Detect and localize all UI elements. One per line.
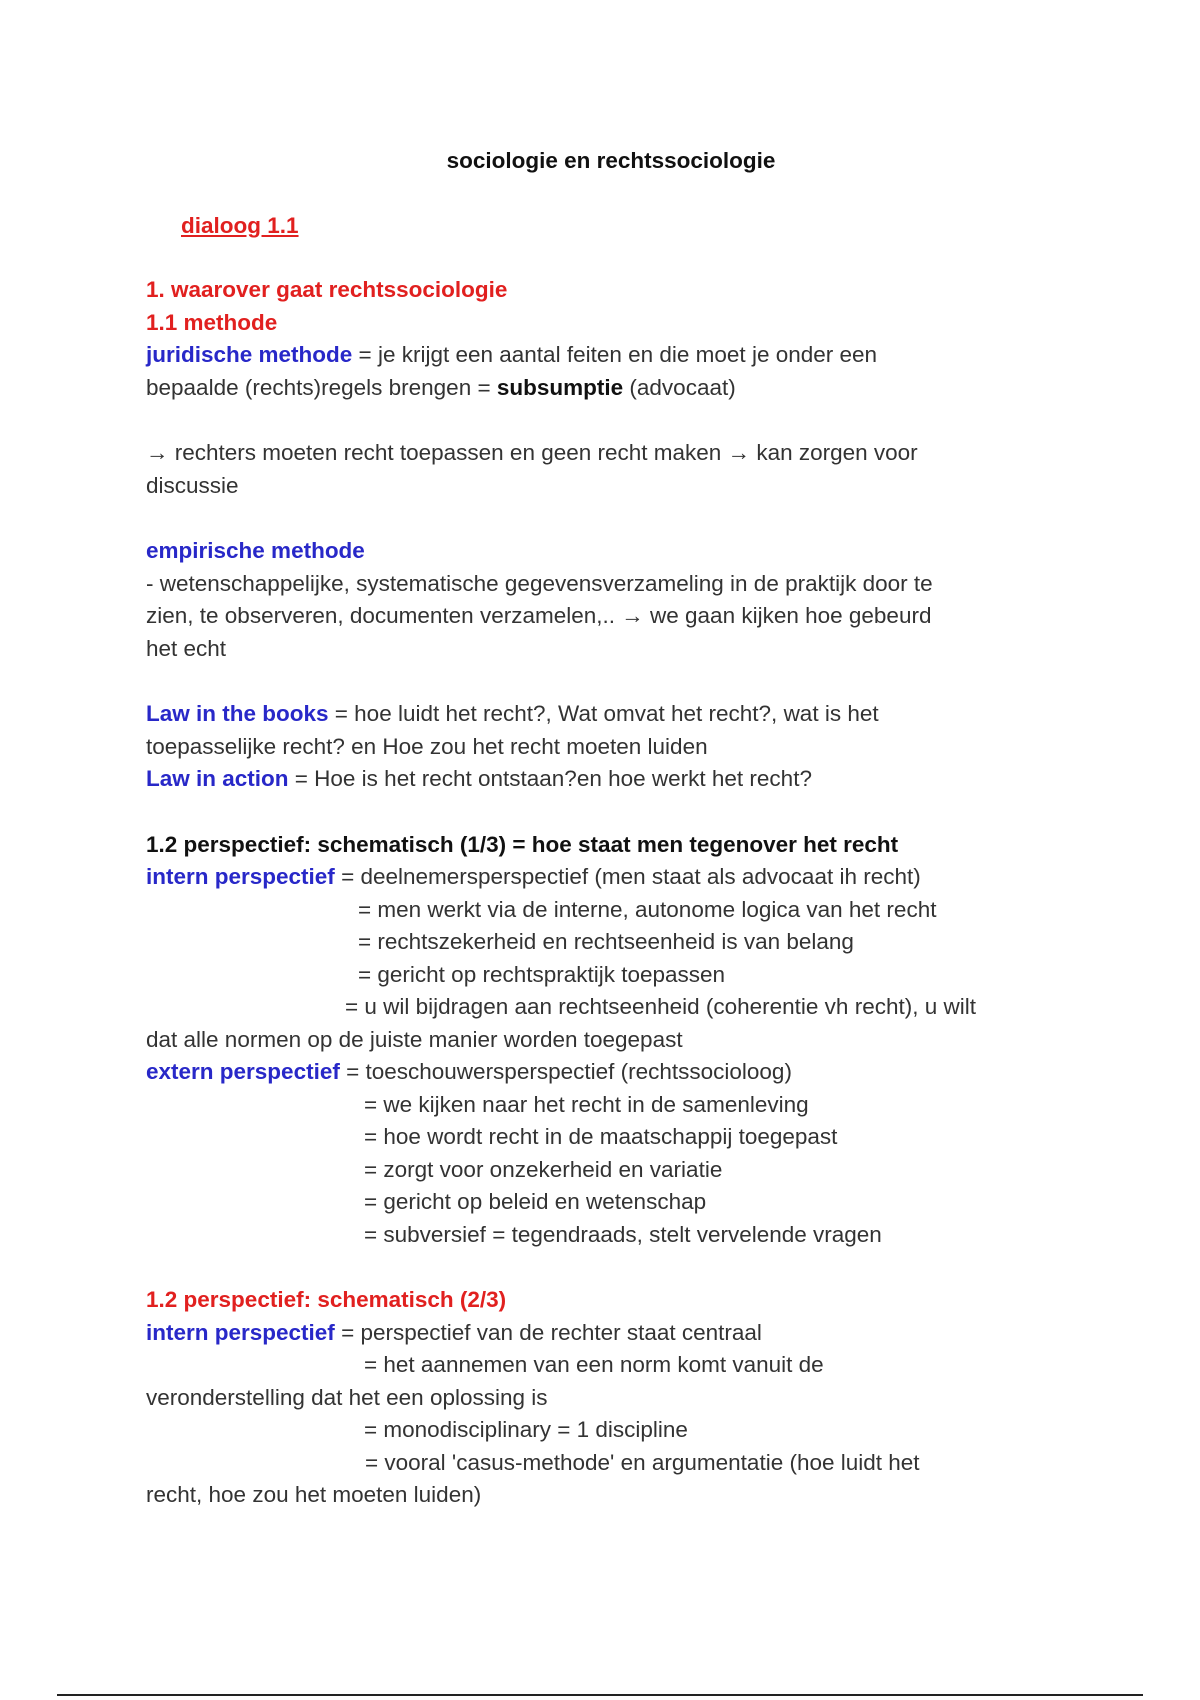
intern-item-1: = men werkt via de interne, autonome logica van het recht [358,896,937,922]
term-intern-perspectief-2: intern perspectief [146,1319,335,1345]
empirische-line-3: het echt [146,635,227,661]
subsection-heading-1-2-part-1: 1.2 perspectief: schematisch (1/3) = hoe staat men tegenover het recht [146,831,899,857]
arrow-line-2: discussie [146,472,239,498]
intern2-perspectief-line: intern perspectief = perspectief van de rechter staat centraal [146,1319,762,1345]
subsection-heading-1-1: 1.1 methode [146,309,278,335]
term-intern-perspectief: intern perspectief [146,864,335,889]
term-law-in-the-books: Law in the books [146,701,329,726]
intern2-item-3-line-2: recht, hoe zou het moeten luiden) [146,1482,482,1507]
extern-item-1: = we kijken naar het recht in de samenleving [364,1091,809,1117]
intern2-item-2: = monodisciplinary = 1 discipline [364,1417,688,1442]
document-body [146,145,1066,1512]
extern-item-5: = subversief = tegendraads, stelt vervelende vragen [364,1221,882,1247]
extern-item-3: = zorgt voor onzekerheid en variatie [364,1156,723,1182]
term-law-in-action: Law in action [146,766,289,791]
law-in-action-line: Law in action = Hoe is het recht ontstaan?en hoe werkt het recht? [146,766,812,791]
arrow-line-1: → rechters moeten recht toepassen en geen recht maken → kan zorgen voor [146,440,918,465]
empirische-line-2: zien, te observeren, documenten verzamelen,.. → we gaan kijken hoe gebeurd [146,603,932,628]
juridische-methode-line-1: juridische methode = je krijgt een aantal feiten en die moet je onder een [146,342,878,367]
term-juridische-methode: juridische methode [146,342,353,367]
intern-perspectief-line: intern perspectief = deelnemersperspectief (men staat als advocaat ih recht) [146,864,921,889]
intern2-item-3-line-1: = vooral 'casus-methode' en argumentatie (hoe luidt het [365,1449,920,1475]
subsection-heading-1-2-part-2: 1.2 perspectief: schematisch (2/3) [146,1287,507,1312]
empirische-line-1: - wetenschappelijke, systematische gegevensverzameling in de praktijk door te [146,570,933,596]
bottom-divider [57,1694,1143,1696]
extern-item-2: = hoe wordt recht in de maatschappij toegepast [364,1124,838,1149]
extern-item-4: = gericht op beleid en wetenschap [364,1189,707,1214]
term-extern-perspectief: extern perspectief [146,1059,340,1084]
law-in-books-line-2: toepasselijke recht? en Hoe zou het recht moeten luiden [146,733,708,759]
intern-item-4-line-1: = u wil bijdragen aan rechtseenheid (coherentie vh recht), u wilt [345,994,976,1019]
intern-item-4-line-2: dat alle normen op de juiste manier worden toegepast [146,1026,683,1052]
law-in-books-line-1: Law in the books = hoe luidt het recht?, Wat omvat het recht?, wat is het [146,701,879,726]
term-subsumptie: subsumptie [496,374,624,400]
intern-item-2: = rechtszekerheid en rechtseenheid is van belang [358,929,854,954]
intern2-item-1-line-2: veronderstelling dat het een oplossing is [146,1384,548,1410]
section-heading-1: 1. waarover gaat rechtssociologie [146,277,508,302]
page-title: sociologie en rechtssociologie [446,148,776,173]
intern-item-3: = gericht op rechtspraktijk toepassen [358,961,726,987]
juridische-methode-line-2: bepaalde (rechts)regels brengen = subsumptie (advocaat) [146,374,736,400]
intern2-item-1-line-1: = het aannemen van een norm komt vanuit de [364,1352,824,1377]
dialoog-heading: dialoog 1.1 [181,212,299,238]
term-empirische-methode: empirische methode [146,538,365,563]
extern-perspectief-line: extern perspectief = toeschouwersperspectief (rechtssocioloog) [146,1059,792,1084]
